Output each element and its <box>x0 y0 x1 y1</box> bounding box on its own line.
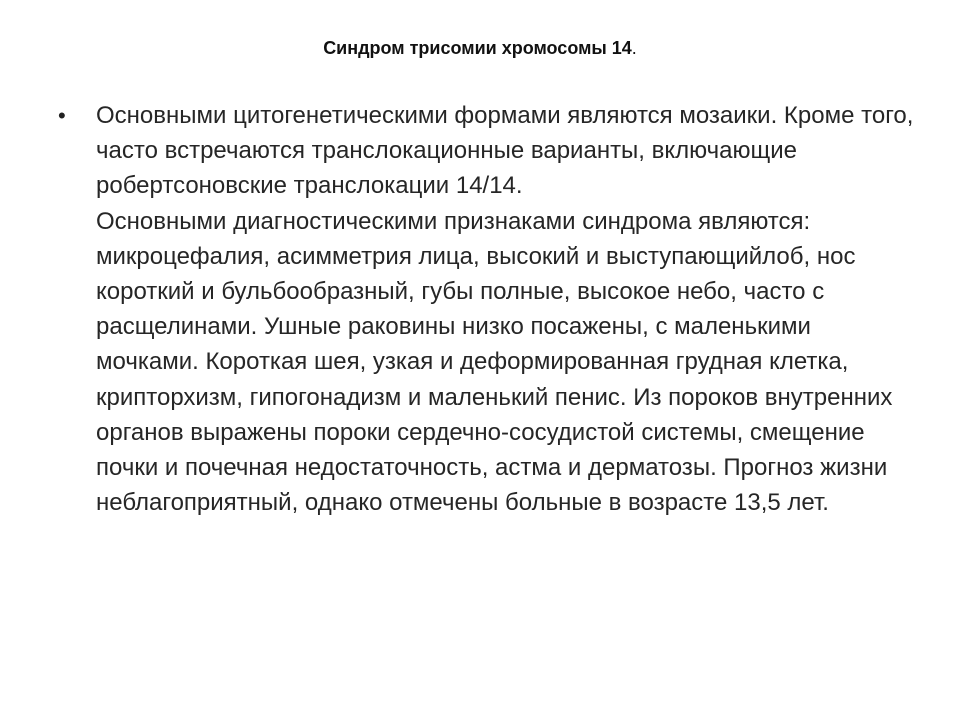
paragraph-diagnostic-signs: Основными диагностическими признаками синдрома являются: микроцефалия, асимметрия лица, высокий и выступающийлоб, нос короткий и бульбообразный, губы полные, высокое небо, часто с расщелинами. Ушные раковины низко посажены, с маленькими мочками. Короткая шея, узкая и деформированная грудная клетка, крипторхизм, гипогонадизм и маленький пенис. Из пороков внутренних органов выражены пороки сердечно-сосудистой системы, смещение почки и почечная недостаточность, астма и дерматозы. Прогноз жизни неблагоприятный, однако отмечены больные в возрасте 13,5 лет. <box>96 207 893 517</box>
bullet-text <box>96 98 918 520</box>
slide-title-text: Синдром трисомии хромосомы 14 <box>323 38 632 58</box>
slide-content <box>58 98 918 520</box>
bullet-item <box>58 98 918 520</box>
paragraph-cytogenetic-forms: Основными цитогенетическими формами являются мозаики. Кроме того, часто встречаются транслокационные варианты, включающие робертсоновские транслокации 14/14. <box>96 102 914 200</box>
bullet-marker: • <box>58 103 66 128</box>
slide-title <box>0 38 960 59</box>
slide-title-suffix: . <box>631 38 637 58</box>
